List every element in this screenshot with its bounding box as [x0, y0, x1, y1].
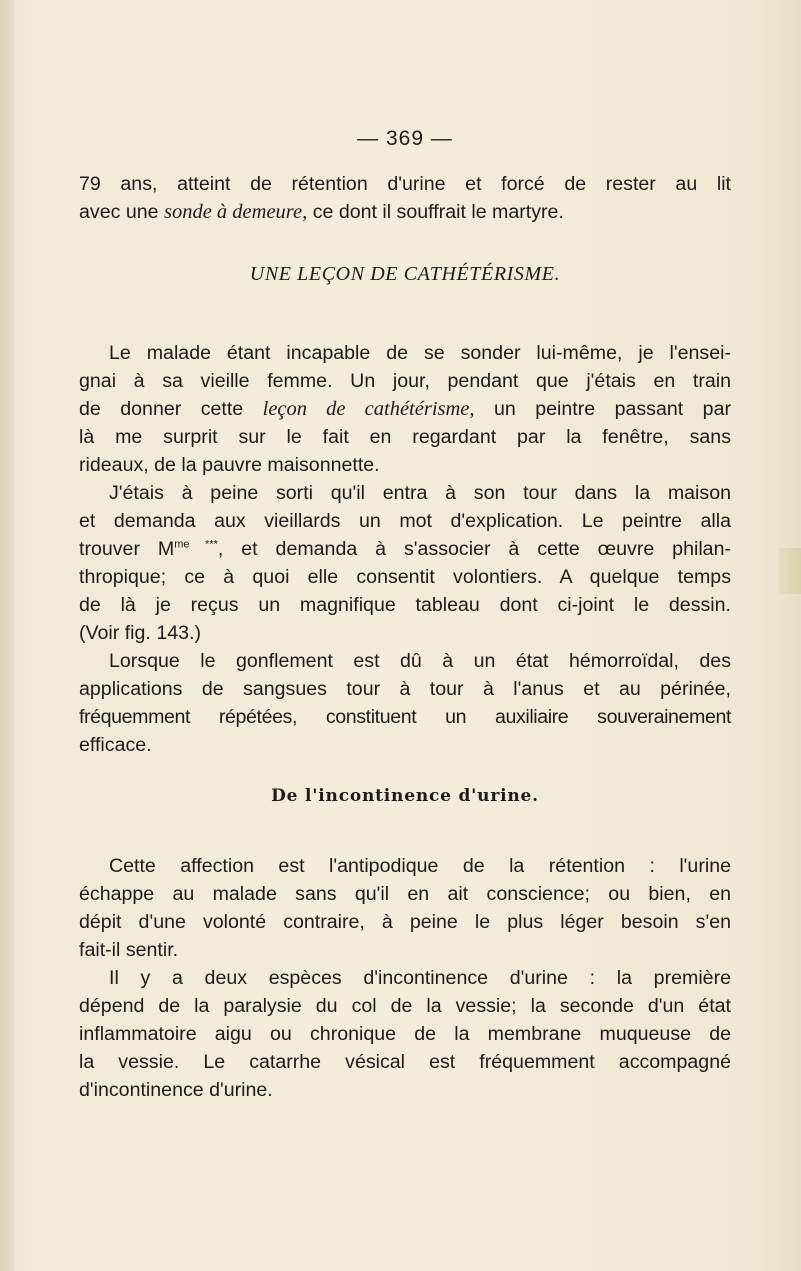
text-line: 79 ans, atteint de rétention d'urine et forcé de rester au lit: [79, 173, 731, 195]
superscript-stars: ***: [189, 538, 218, 551]
text-line: la vessie. Le catarrhe vésical est fréquemment accompagné: [79, 1051, 731, 1073]
text-line: Le malade étant incapable de se sonder lui-même, je l'ensei-: [109, 342, 731, 364]
text-line: dépend de la paralysie du col de la vessie; la seconde d'un état: [79, 995, 731, 1017]
superscript: me: [174, 538, 190, 551]
italic-term: leçon de cathétérisme,: [262, 398, 475, 420]
text-line: gnai à sa vieille femme. Un jour, pendant que j'étais en train: [79, 370, 731, 392]
text-line: dépit d'une volonté contraire, à peine le plus léger besoin s'en: [79, 911, 731, 933]
text-line: échappe au malade sans qu'il en ait conscience; ou bien, en: [79, 883, 731, 905]
text-line: applications de sangsues tour à tour à l'anus et au périnée,: [79, 678, 731, 700]
text-line: Cette affection est l'antipodique de la rétention : l'urine: [109, 855, 731, 877]
page-number: — 369 —: [357, 127, 453, 150]
text-line: d'incontinence d'urine.: [79, 1079, 273, 1101]
text-line: [79, 200, 731, 224]
text-line: fréquemment répétées, constituent un auxiliaire souverainement: [79, 706, 731, 728]
text-segment: un peintre passant par: [474, 398, 731, 420]
text-line: [79, 397, 731, 421]
text-segment: ce dont il souffrait le martyre.: [307, 201, 564, 223]
section-heading: De l'incontinence d'urine.: [271, 786, 539, 806]
page-binding-edge: [0, 0, 14, 1271]
italic-term: sonde à demeure,: [163, 201, 308, 223]
text-segment: trouver M: [79, 538, 175, 560]
text-line: (Voir fig. 143.): [79, 622, 201, 644]
text-segment: avec une: [79, 201, 164, 223]
text-line: [79, 537, 731, 561]
text-line: de là je reçus un magnifique tableau dont ci-joint le dessin.: [79, 594, 731, 616]
section-heading: UNE LEÇON DE CATHÉTÉRISME.: [249, 263, 561, 285]
text-line: inflammatoire aigu ou chronique de la membrane muqueuse de: [79, 1023, 731, 1045]
page-edge-mark: [779, 548, 801, 594]
text-line: rideaux, de la pauvre maisonnette.: [79, 454, 380, 476]
text-line: fait-il sentir.: [79, 939, 179, 961]
text-line: Lorsque le gonflement est dû à un état hémorroïdal, des: [109, 650, 731, 672]
text-line: Il y a deux espèces d'incontinence d'urine : la première: [109, 967, 731, 989]
text-line: J'étais à peine sorti qu'il entra à son tour dans la maison: [109, 482, 731, 504]
text-segment: , et demanda à s'associer à cette œuvre philan-: [217, 538, 731, 560]
text-line: efficace.: [79, 734, 152, 756]
text-line: thropique; ce à quoi elle consentit volontiers. A quelque temps: [79, 566, 731, 588]
text-line: et demanda aux vieillards un mot d'explication. Le peintre alla: [79, 510, 731, 532]
text-segment: de donner cette: [79, 398, 263, 420]
text-line: là me surprit sur le fait en regardant par la fenêtre, sans: [79, 426, 731, 448]
